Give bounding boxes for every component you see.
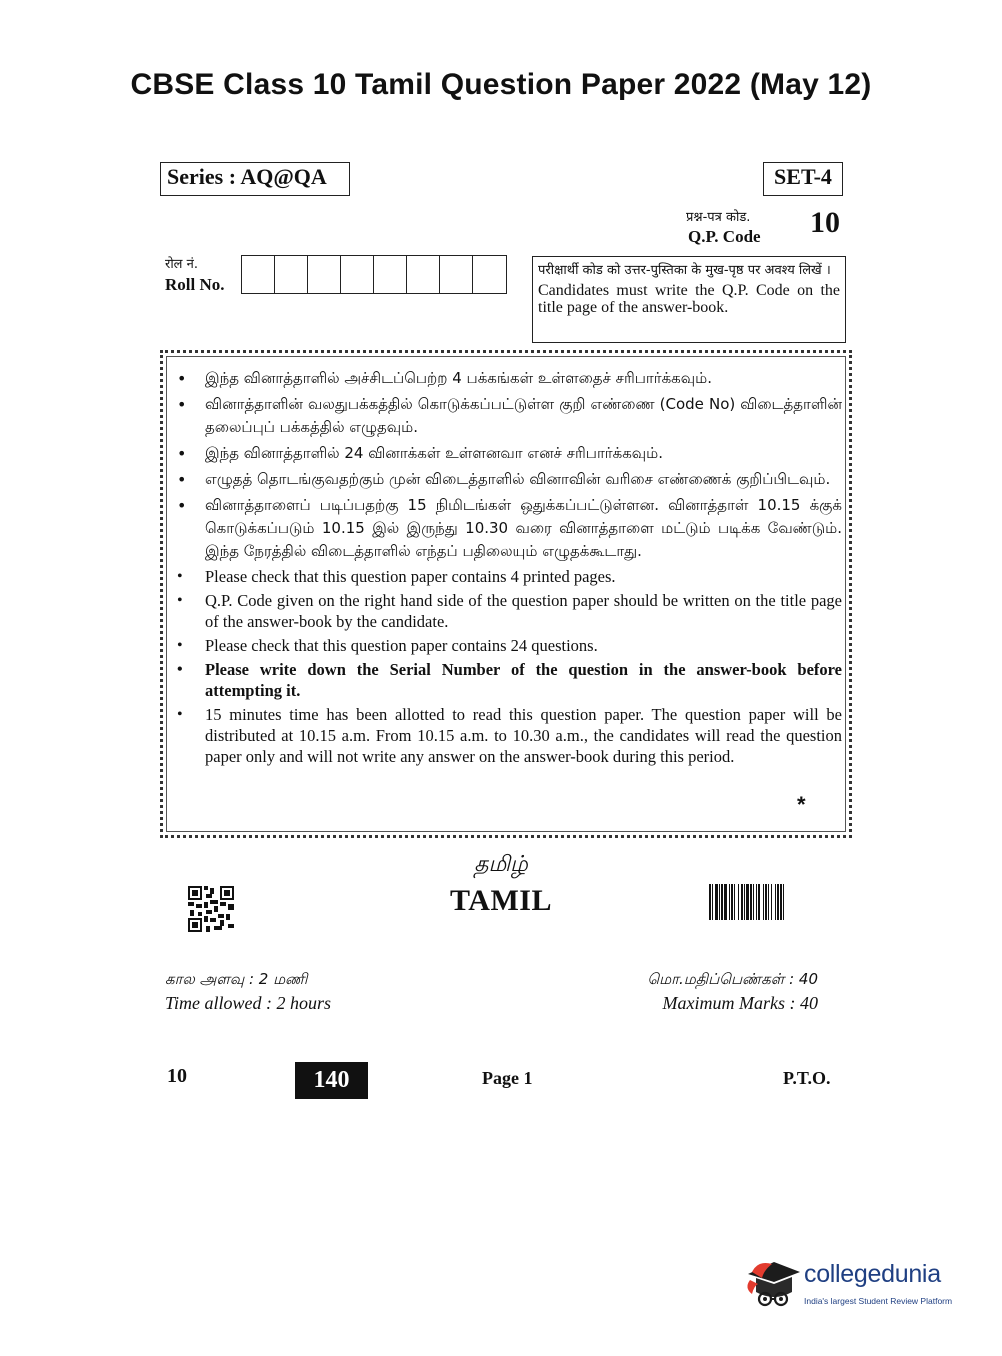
instructions-list [177,367,842,770]
page-title: CBSE Class 10 Tamil Question Paper 2022 (May 12) [130,68,872,101]
instruction-tamil-3: • இந்த வினாத்தாளில் 24 வினாக்கள் உள்ளனவா எனச் சரிபார்க்கவும். [177,442,842,465]
roll-no-cell [308,256,341,293]
time-allowed-english: Time allowed : 2 hours [165,993,332,1013]
instruction-tamil-4: • எழுதத் தொடங்குவதற்கும் முன் விடைத்தாளில் வினாவின் வரிசை எண்ணைக் குறிப்பிடவும். [177,468,842,491]
instruction-english-1: • Please check that this question paper contains 4 printed pages. [177,566,842,587]
instructions-box [160,350,852,838]
candidate-note-english: Candidates must write the Q.P. Code on the title page of the answer-book. [538,282,840,316]
collegedunia-logo-icon [742,1252,802,1310]
roll-no-cell [407,256,440,293]
footer-code: 10 [167,1065,187,1087]
footer-boxed-code: 140 [295,1062,368,1099]
instruction-tamil-2: • வினாத்தாளின் வலதுபக்கத்தில் கொடுக்கப்பட்டுள்ள குறி எண்ணை (Code No) விடைத்தாளின் தலைப்புப் பக்கத்தில் எழுதவும். [177,393,842,439]
time-allowed-tamil: கால அளவு : 2 மணி [165,970,308,988]
instruction-tamil-5: • வினாத்தாளைப் படிப்பதற்கு 15 நிமிடங்கள் ஒதுக்கப்பட்டுள்ளன. வினாத்தாள் 10.15 க்குக் கொடுக்கப்படும் 10.15 இல் இருந்து 10.30 வரை வினாத்தாளை மட்டும் படிக்க வேண்டும். இந்த நேரத்தில் விடைத்தாளில் எந்தப் பதிலையும் எழுதக்கூடாது. [177,494,842,563]
instruction-english-5: • 15 minutes time has been allotted to read this question paper. The question paper will be distributed at 10.15 a.m. From 10.15 a.m. to 10.30 a.m., the candidates will read the question paper only and will not write any answer on the answer-book during this period. [177,704,842,767]
qp-code-label-hindi: प्रश्न-पत्र कोड. [686,210,751,225]
roll-no-cell [275,256,308,293]
subject-english: TAMIL [450,884,552,917]
roll-no-cell [440,256,473,293]
instruction-english-3: • Please check that this question paper contains 24 questions. [177,635,842,656]
max-marks-tamil: மொ.மதிப்பெண்கள் : 40 [647,970,818,988]
qp-code-value: 10 [810,206,840,239]
roll-no-label: Roll No. [165,275,225,294]
roll-no-cell [473,256,506,293]
instruction-english-2: • Q.P. Code given on the right hand side of the question paper should be written on the title page of the answer-book by the candidate. [177,590,842,632]
candidate-note-box [532,256,846,343]
roll-no-label-hindi: रोल नं. [165,257,198,272]
roll-no-cell [374,256,407,293]
max-marks-english: Maximum Marks : 40 [662,993,818,1013]
subject-tamil: தமிழ் [474,852,528,877]
collegedunia-brand: collegedunia [804,1260,941,1288]
page-number: Page 1 [482,1068,533,1088]
barcode-icon [709,884,835,920]
qr-code-icon [188,886,234,932]
roll-no-cell [242,256,275,293]
qp-code-label: Q.P. Code [688,227,761,246]
set-label: SET-4 [763,162,843,196]
instruction-english-4: • Please write down the Serial Number of the question in the answer-book before attempting it. [177,659,842,701]
candidate-note-hindi: परीक्षार्थी कोड को उत्तर-पुस्तिका के मुख-पृष्ठ पर अवश्य लिखें । [538,263,831,278]
instruction-tamil-1: • இந்த வினாத்தாளில் அச்சிடப்பெற்ற 4 பக்கங்கள் உள்ளதைச் சரிபார்க்கவும். [177,367,842,390]
roll-no-grid [241,255,507,294]
collegedunia-watermark [742,1252,972,1312]
pto-label: P.T.O. [783,1068,831,1088]
series-label: Series : AQ@QA [160,162,350,196]
asterisk-mark: * [797,792,806,817]
collegedunia-tagline: India's largest Student Review Platform [804,1296,953,1306]
roll-no-cell [341,256,374,293]
